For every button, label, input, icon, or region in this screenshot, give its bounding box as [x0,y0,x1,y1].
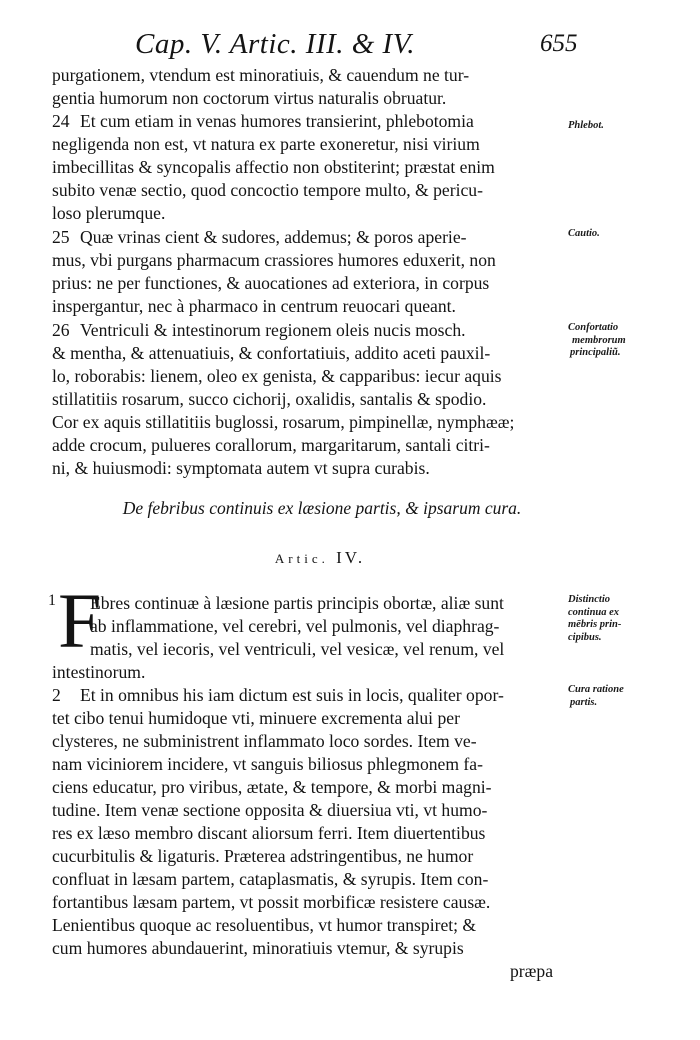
text-line: matis, vel iecoris, vel ventriculi, vel vesicæ, vel renum, vel [90,639,505,659]
margin-note-line: Confortatio [568,322,619,333]
page-number: 655 [540,30,578,57]
margin-note-line: principaliũ. [570,347,621,358]
text-line: Quæ vrinas cient & sudores, addemus; & poros aperie- [80,227,467,247]
text-line: Et in omnibus his iam dictum est suis in locis, qualiter opor- [80,685,504,705]
margin-note-line: cipibus. [568,631,602,643]
text-line: negligenda non est, vt natura ex parte exoneretur, nisi virium [52,134,480,154]
continuation-paragraph [52,64,572,110]
text-line: cucurbitulis & ligaturis. Præterea adstringentibus, ne humor [52,846,474,866]
text-line: stillatitiis rosarum, succo cichorij, oxalidis, santalis & spodio. [52,389,487,409]
margin-note-cura-ratione [568,684,698,709]
text-line: ciens educatur, pro viribus, ætate, & tempore, & morbi magni- [52,777,492,797]
text-line: Ebres continuæ à læsione partis principis obortæ, aliæ sunt [90,593,504,613]
text-line: res ex læso membro discant aliorsum ferri. Item diuertentibus [52,823,486,843]
margin-note-confortatio [568,322,698,360]
text-line: lo, roborabis: lienem, oleo ex genista, & capparibus: iecur aquis [52,366,502,386]
margin-note-line: Distinctio [568,594,611,605]
text-line: loso plerumque. [52,203,166,223]
text-line: adde crocum, pulueres corallorum, margaritarum, santali citri- [52,435,490,455]
margin-note-line: partis. [570,696,598,708]
article-heading [200,548,440,568]
text-line: Cor ex aquis stillatitiis buglossi, rosarum, pimpinellæ, nymphææ; [52,412,515,432]
text-line: prius: ne per functiones, & auocationes ad exteriora, in corpus [52,273,490,293]
text-line: ab inflammatione, vel cerebri, vel pulmonis, vel diaphrag- [90,616,500,636]
margin-note-phlebot: Phlebot. [568,120,604,131]
paragraph-25 [52,226,572,318]
margin-note-distinctio [568,594,698,644]
article-number: IV. [336,548,366,567]
paragraph-number: 1 [48,592,56,609]
paragraph-number: 2 [52,685,61,705]
text-line: clysteres, ne subministrent inflammato loco sordes. Item ve- [52,731,477,751]
text-line: cum humores abundauerint, minoratiuis vtemur, & syrupis [52,938,464,958]
drop-cap-initial: F [58,577,102,664]
text-line: imbecillitas & syncopalis affectio non obstiterint; præstat enim [52,157,495,177]
paragraph-1 [52,592,572,684]
text-line: ni, & huiusmodi: symptomata autem vt supra curabis. [52,458,430,478]
paragraph-24 [52,110,572,225]
text-line: gentia humorum non coctorum virtus naturalis obruatur. [52,88,447,108]
margin-note-line: mēbris prin- [568,619,622,630]
text-line: Ventriculi & intestinorum regionem oleis nucis mosch. [80,320,466,340]
text-line: fortantibus læsam partem, vt possit morbificæ resistere causæ. [52,892,491,912]
text-line: Lenientibus quoque ac resoluentibus, vt humor transpiret; & [52,915,477,935]
paragraph-number: 26 [52,320,70,340]
paragraph-number: 25 [52,227,70,247]
margin-note-line: continua ex [568,606,620,618]
paragraph-26 [52,319,572,480]
catchword: præpa [510,961,553,981]
text-line: Et cum etiam in venas humores transierint, phlebotomia [80,111,474,131]
text-line: & mentha, & attenuatiuis, & confortatiuis, addito aceti pauxil- [52,343,491,363]
section-heading: De febribus continuis ex læsione partis, & ipsarum cura. [122,498,522,518]
running-head: Cap. V. Artic. III. & IV. [135,28,415,60]
text-line: inspergantur, nec à pharmaco in centrum reuocari queant. [52,296,456,316]
paragraph-2 [52,684,572,960]
margin-note-cautio: Cautio. [568,228,600,239]
article-word: Artic. [274,551,329,566]
text-line: subito venæ sectio, quod concoctio tempore multo, & pericu- [52,180,483,200]
text-line: mus, vbi purgans pharmacum crassiores humores eduxerit, non [52,250,496,270]
margin-note-line: Cura ratione [568,684,624,695]
text-line: tudine. Item venæ sectione opposita & diuersiua vti, vt humo- [52,800,488,820]
paragraph-number: 24 [52,111,70,131]
text-line: tet cibo tenui humidoque vti, minuere excrementa alui per [52,708,460,728]
text-line: intestinorum. [52,662,146,682]
margin-note-line: membrorum [572,334,626,346]
text-line: purgationem, vtendum est minoratiuis, & cauendum ne tur- [52,65,470,85]
text-line: nam viciniorem incidere, vt sanguis biliosus phlegmonem fa- [52,754,483,774]
text-line: confluat in læsam partem, cataplasmatis, & syrupis. Item con- [52,869,489,889]
